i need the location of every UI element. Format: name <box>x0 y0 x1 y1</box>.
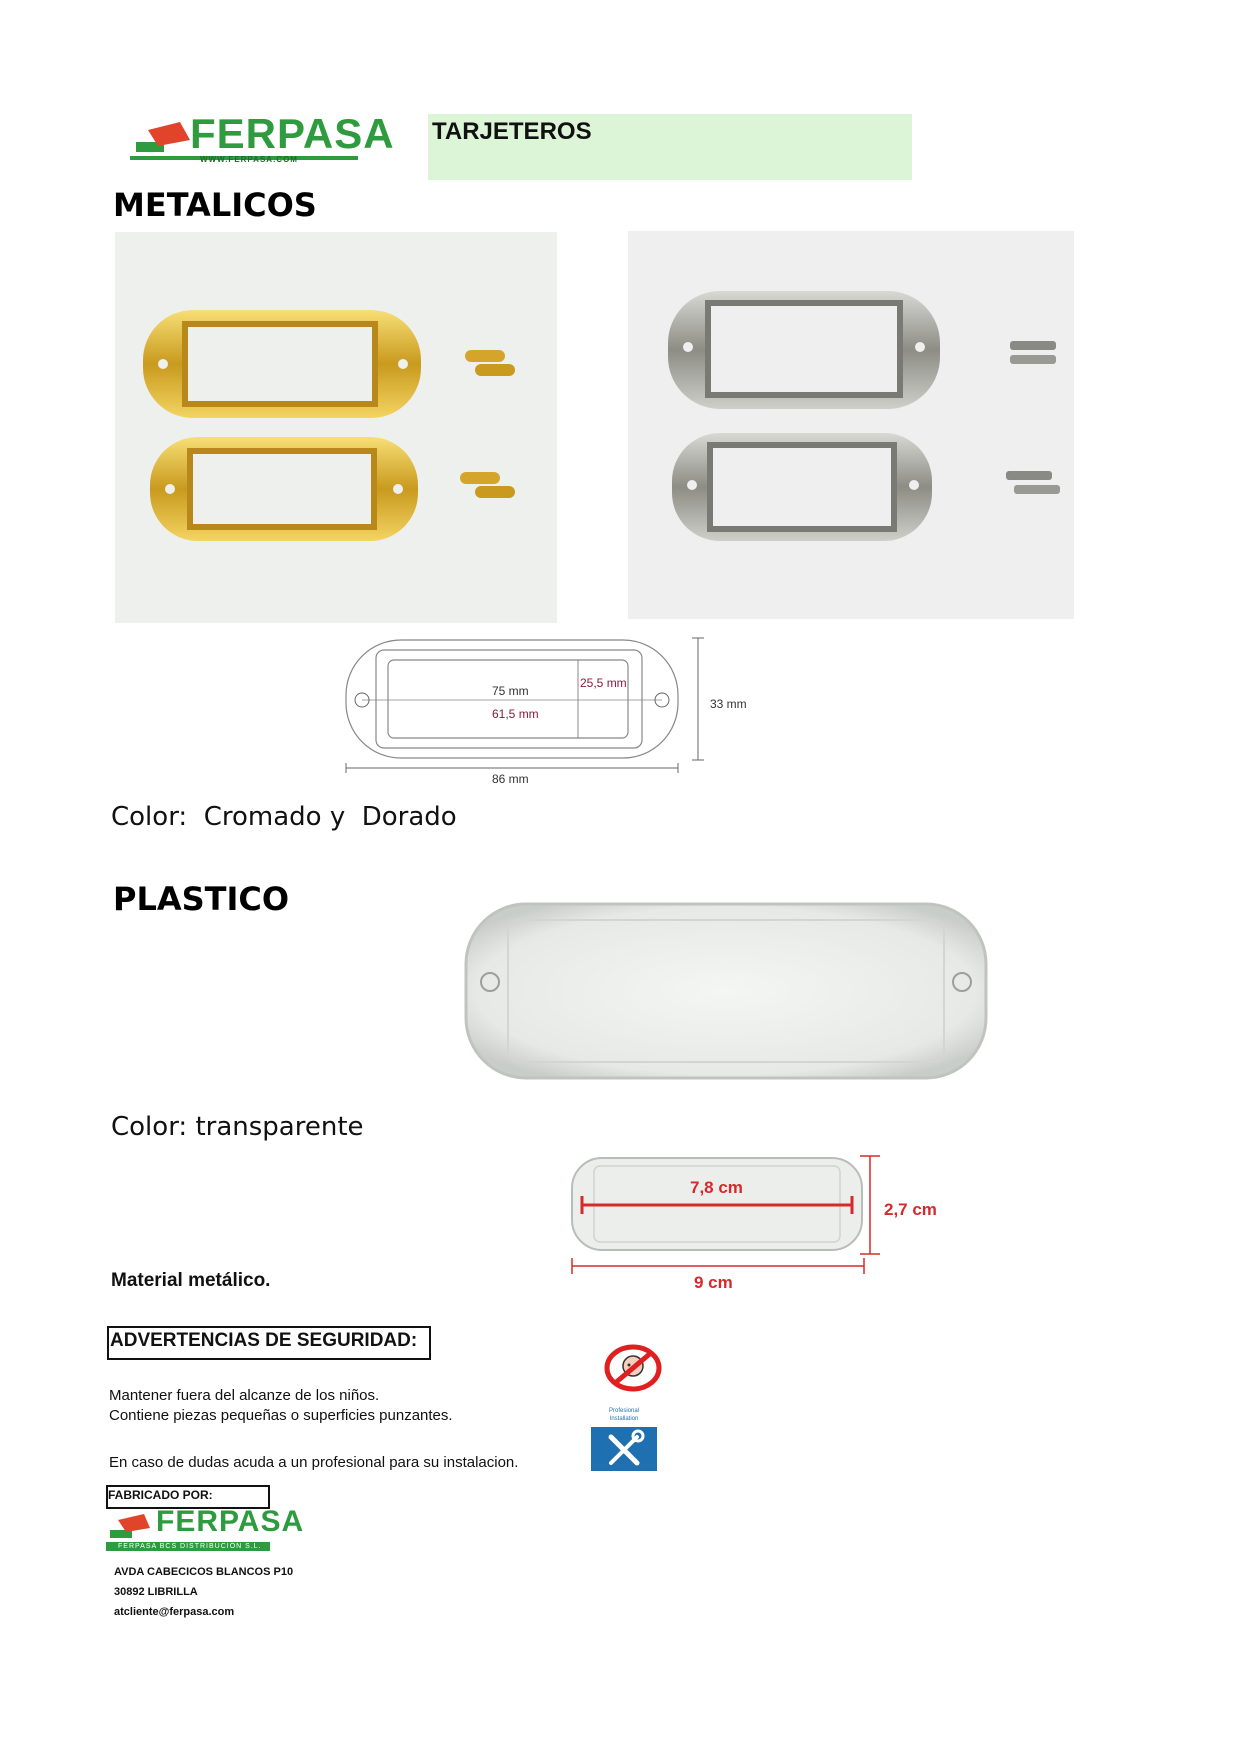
plastic-dim-inner: 7,8 cm <box>690 1178 743 1197</box>
dim-total-height: 33 mm <box>710 697 747 711</box>
safety-line-1: Mantener fuera del alcanze de los niños. <box>109 1387 380 1404</box>
page-title: TARJETEROS <box>432 118 592 145</box>
photo-chrome-cardholders <box>628 231 1074 619</box>
header-brand: FERPASA <box>190 110 395 157</box>
plastic-dimension-diagram <box>560 1150 900 1280</box>
metal-dimension-diagram <box>340 634 760 790</box>
dim-total-length: 86 mm <box>492 772 529 786</box>
safety-line-2: Contiene piezas pequeñas o superficies punzantes. <box>109 1407 453 1424</box>
photo-gold-cardholders <box>115 232 557 623</box>
header-brand-url: WWW.FERPASA.COM <box>200 155 298 164</box>
manufacturer-address-2: 30892 LIBRILLA <box>114 1586 198 1598</box>
section-heading-metal: METALICOS <box>113 186 317 224</box>
safety-line-3: En caso de dudas acuda a un profesional para su instalacion. <box>109 1454 519 1471</box>
manufacturer-subtitle: FERPASA BCS DISTRIBUCIÓN S.L. <box>118 1543 262 1550</box>
safety-title: ADVERTENCIAS DE SEGURIDAD: <box>110 1330 418 1351</box>
manufacturer-brand: FERPASA <box>156 1505 305 1538</box>
manufacturer-address-1: AVDA CABECICOS BLANCOS P10 <box>114 1566 294 1578</box>
plastic-dim-height: 2,7 cm <box>884 1200 937 1219</box>
pro-icon-text-1: Profesional <box>608 1408 640 1414</box>
dim-window-height: 25,5 mm <box>580 676 627 690</box>
photo-plastic-cardholder <box>448 896 1004 1092</box>
professional-installation-icon <box>591 1405 657 1471</box>
dim-window-length: 61,5 mm <box>492 707 539 721</box>
material-text: Material metálico. <box>111 1270 271 1291</box>
manufacturer-email: atcliente@ferpasa.com <box>114 1606 235 1618</box>
pro-icon-text-2: Installation <box>609 1416 639 1422</box>
tools-icon <box>591 1427 657 1471</box>
plastic-color-text: Color: transparente <box>111 1112 364 1142</box>
dim-inner-length: 75 mm <box>492 684 529 698</box>
plastic-dim-length: 9 cm <box>694 1273 733 1292</box>
manufacturer-label: FABRICADO POR: <box>108 1488 213 1502</box>
no-children-icon <box>604 1344 662 1392</box>
metal-color-text: Color: Cromado y Dorado <box>111 802 457 832</box>
section-heading-plastic: PLASTICO <box>113 880 290 918</box>
